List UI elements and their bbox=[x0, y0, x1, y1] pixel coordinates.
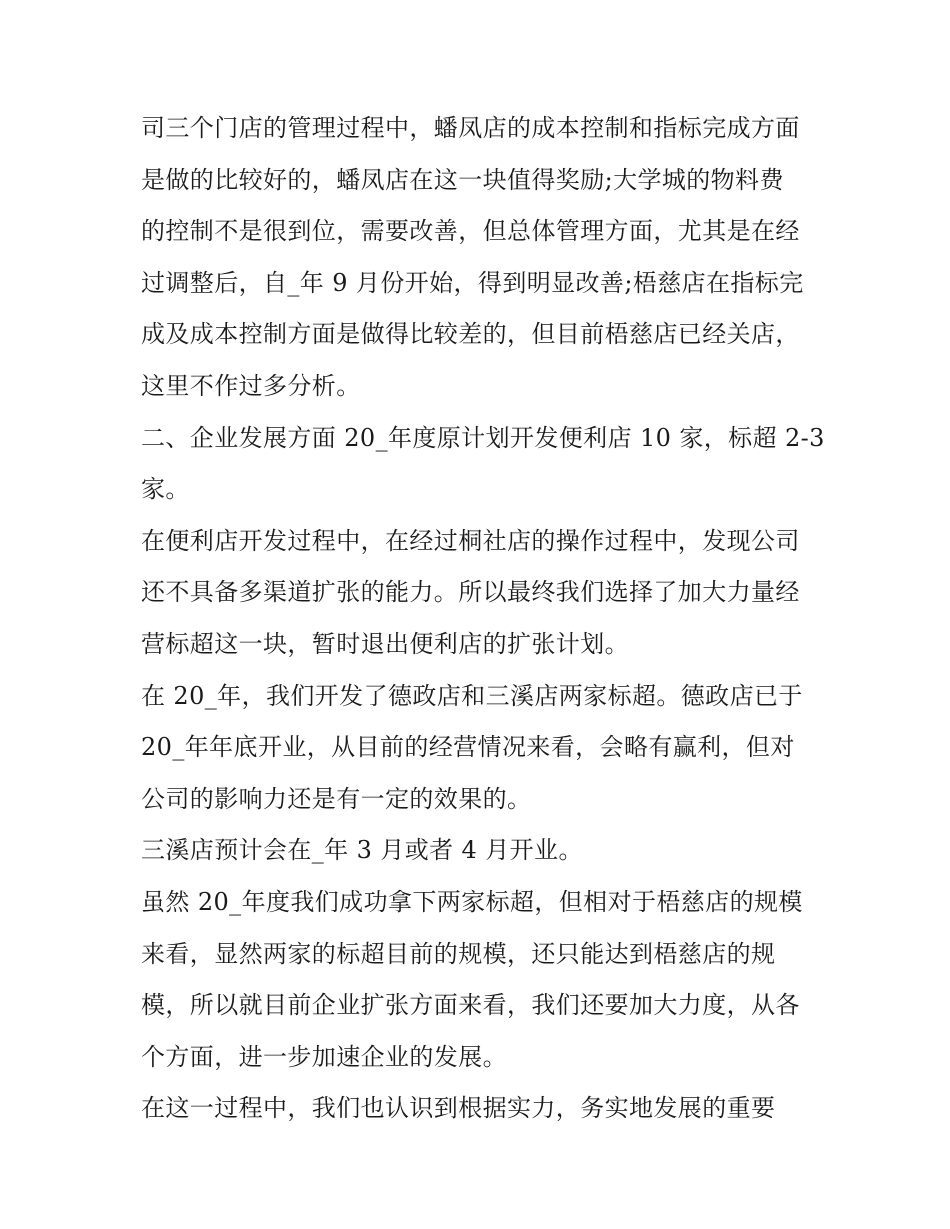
text-line: 是做的比较好的，蟠凤店在这一块值得奖励;大学城的物料费 bbox=[141, 165, 784, 194]
text-line: 公司的影响力还是有一定的效果的。 bbox=[141, 784, 532, 813]
text-line: 二、企业发展方面 20_年度原计划开发便利店 10 家，标超 2-3 bbox=[141, 423, 825, 452]
text-line: 这里不作过多分析。 bbox=[141, 371, 361, 400]
text-line: 司三个门店的管理过程中，蟠凤店的成本控制和指标完成方面 bbox=[141, 114, 800, 142]
paragraph-sanxi-opening bbox=[141, 825, 821, 877]
text-line: 三溪店预计会在_年 3 月或者 4 月开业。 bbox=[141, 836, 583, 865]
paragraph-store-management bbox=[141, 103, 821, 413]
text-line: 还不具备多渠道扩张的能力。所以最终我们选择了加大力量经 bbox=[141, 578, 800, 607]
text-line: 20_年年底开业，从目前的经营情况来看，会略有赢利，但对 bbox=[141, 733, 795, 762]
paragraph-lessons bbox=[141, 1083, 821, 1135]
paragraph-section-heading bbox=[141, 413, 825, 516]
text-line: 过调整后，自_年 9 月份开始，得到明显改善;梧慈店在指标完 bbox=[141, 268, 804, 297]
text-line: 的控制不是很到位，需要改善，但总体管理方面，尤其是在经 bbox=[141, 217, 800, 246]
text-line: 虽然 20_年度我们成功拿下两家标超，但相对于梧慈店的规模 bbox=[141, 887, 803, 916]
text-line: 个方面，进一步加速企业的发展。 bbox=[141, 1042, 507, 1071]
text-line: 营标超这一块，暂时退出便利店的扩张计划。 bbox=[141, 629, 629, 658]
text-line: 在便利店开发过程中，在经过桐社店的操作过程中，发现公司 bbox=[141, 526, 800, 555]
text-line: 成及成本控制方面是做得比较差的，但目前梧慈店已经关店， bbox=[141, 320, 800, 349]
paragraph-new-stores bbox=[141, 671, 821, 826]
document-body bbox=[141, 103, 825, 1135]
text-line: 来看，显然两家的标超目前的规模，还只能达到梧慈店的规 bbox=[141, 939, 776, 968]
text-line: 在 20_年，我们开发了德政店和三溪店两家标超。德政店已于 bbox=[141, 681, 803, 710]
text-line: 在这一过程中，我们也认识到根据实力，务实地发展的重要 bbox=[141, 1094, 776, 1123]
paragraph-expansion bbox=[141, 877, 821, 1083]
paragraph-convenience-store bbox=[141, 516, 821, 671]
text-line: 模，所以就目前企业扩张方面来看，我们还要加大力度，从各 bbox=[141, 991, 800, 1020]
text-line: 家。 bbox=[141, 475, 190, 504]
